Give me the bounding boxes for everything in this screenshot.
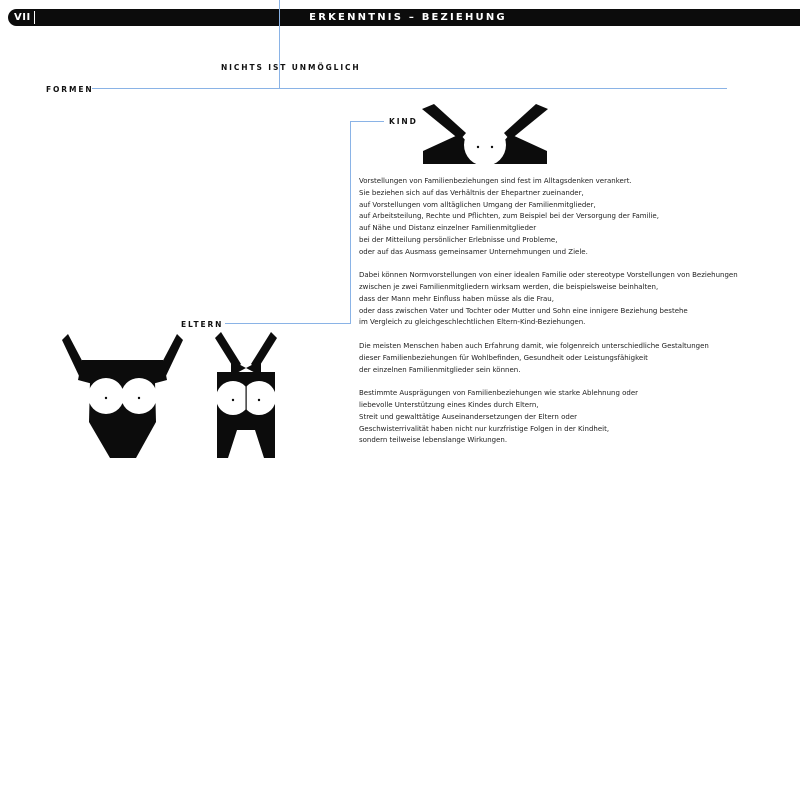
connector-top-vertical xyxy=(279,0,280,89)
text-line: dieser Familienbeziehungen für Wohlbefinden, Gesundheit oder Leistungsfähigkeit xyxy=(359,353,648,362)
chapter-number: VII xyxy=(14,12,31,23)
text-line: auf Arbeitsteilung, Rechte und Pflichten, zum Beispiel bei der Versorgung der Familie, xyxy=(359,212,659,221)
text-line: Vorstellungen von Familienbeziehungen sind fest im Alltagsdenken verankert. xyxy=(359,177,632,185)
text-line: der einzelnen Familienmitglieder sein können. xyxy=(359,365,521,374)
text-line: Die meisten Menschen haben auch Erfahrung damit, wie folgenreich unterschiedliche Gestaltungen xyxy=(359,342,709,350)
chapter-title: ERKENNTNIS – BEZIEHUNG xyxy=(309,12,507,23)
text-line: auf Nähe und Distanz einzelner Familienmitglieder xyxy=(359,224,537,232)
eltern-mother-figure xyxy=(60,332,185,460)
formen-label: FORMEN xyxy=(46,85,94,94)
text-line: bei der Mitteilung persönlicher Erlebnisse und Probleme, xyxy=(359,235,558,244)
paragraph-4 xyxy=(359,388,759,447)
kind-label: KIND xyxy=(389,117,418,126)
text-line: zwischen je zwei Familienmitgliedern wirksam werden, die beispielsweise beinhalten, xyxy=(359,283,659,291)
subtitle-label: NICHTS IST UNMÖGLICH xyxy=(221,63,361,72)
connector-kind-eltern-vertical xyxy=(350,121,351,324)
eltern-label: ELTERN xyxy=(181,320,224,329)
chapter-divider xyxy=(34,11,35,24)
text-line: Bestimmte Ausprägungen von Familienbeziehungen wie starke Ablehnung oder xyxy=(359,389,639,398)
connector-formen-horizontal xyxy=(92,88,727,89)
text-line: Geschwisterrivalität haben nicht nur kurzfristige Folgen in der Kindheit, xyxy=(359,424,610,433)
text-line: Streit und gewalttätige Auseinandersetzungen der Eltern oder xyxy=(359,412,577,421)
text-line: Dabei können Normvorstellungen von einer idealen Familie oder stereotype Vorstellungen von Beziehungen xyxy=(359,271,738,280)
text-line: Sie beziehen sich auf das Verhältnis der Ehepartner zueinander, xyxy=(359,188,584,197)
text-line: dass der Mann mehr Einfluss haben müsse als die Frau, xyxy=(359,294,554,303)
body-text xyxy=(359,176,759,459)
paragraph-3 xyxy=(359,341,759,376)
text-line: oder dass zwischen Vater und Tochter oder Mutter und Sohn eine innigere Beziehung bestehe xyxy=(359,306,688,315)
eltern-father-figure xyxy=(213,332,279,460)
header-bar xyxy=(8,9,800,26)
kind-figure-illustration xyxy=(420,103,550,165)
paragraph-2 xyxy=(359,270,759,329)
text-line: im Vergleich zu gleichgeschlechtlichen Eltern-Kind-Beziehungen. xyxy=(359,318,586,327)
text-line: sondern teilweise lebenslange Wirkungen. xyxy=(359,436,508,445)
text-line: auf Vorstellungen vom alltäglichen Umgang der Familienmitglieder, xyxy=(359,200,596,209)
paragraph-1 xyxy=(359,176,759,258)
connector-eltern-horizontal xyxy=(225,323,351,324)
text-line: oder auf das Ausmass gemeinsamer Unternehmungen und Ziele. xyxy=(359,247,588,256)
text-line: liebevolle Unterstützung eines Kindes durch Eltern, xyxy=(359,401,539,409)
connector-kind-horizontal xyxy=(350,121,384,122)
